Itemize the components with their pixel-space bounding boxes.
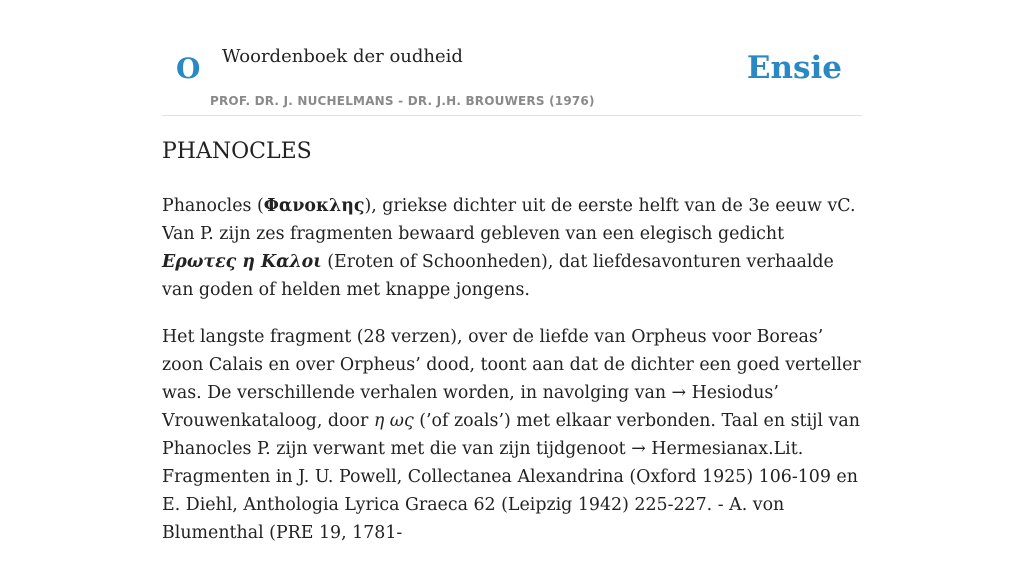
ensie-logo-link[interactable]: Ensie [746,50,842,86]
header [162,0,862,116]
hesiodus-link[interactable]: → Hesiodus’ Vrouwenkataloog [162,383,779,431]
paragraph-2 [162,323,862,547]
p2-text-c: (’of zoals’) met elkaar verbonden. Taal en stijl van Phanocles P. zijn verwant met die van zijn tijdgenoot [162,411,860,459]
greek-work-title: Ερωτες η Καλοι [162,252,322,272]
greek-phrase: η ως [373,411,414,431]
paragraph-1 [162,192,862,304]
p1-text-a: Phanocles ( [162,196,264,216]
entry-body [162,192,862,566]
p1-text-b: ), griekse dichter uit de eerste helft van de 3e eeuw vC. Van P. zijn zes fragmenten bewaard gebleven van een elegisch gedicht [162,196,856,244]
letter-index-link[interactable]: O [176,52,201,85]
p2-text-a: Het langste fragment (28 verzen), over de liefde van Orpheus voor Boreas’ zoon Calais en over Orpheus’ dood, toont aan dat de dichter een goed verteller was. De verschillende verhalen worden, in navolging van [162,327,861,403]
book-title: Woordenboek der oudheid [222,46,463,67]
entry-title: PHANOCLES [162,139,312,164]
p1-text-c: (Eroten of Schoonheden), dat liefdesavonturen verhaalde van goden of helden met knappe jongens. [162,252,834,300]
p2-text-b: , door [316,411,374,431]
p2-text-d: .Lit. Fragmenten in J. U. Powell, Collectanea Alexandrina (Oxford 1925) 106-109 en E. Diehl, Anthologia Lyrica Graeca 62 (Leipzig 1942) 225-227. - A. von Blumenthal (PRE 19, 1781- [162,439,858,543]
hermesianax-link[interactable]: → Hermesianax [631,439,769,459]
book-authors: PROF. DR. J. NUCHELMANS - DR. J.H. BROUWERS (1976) [210,94,595,108]
greek-name: Φανοκλης [263,196,365,216]
